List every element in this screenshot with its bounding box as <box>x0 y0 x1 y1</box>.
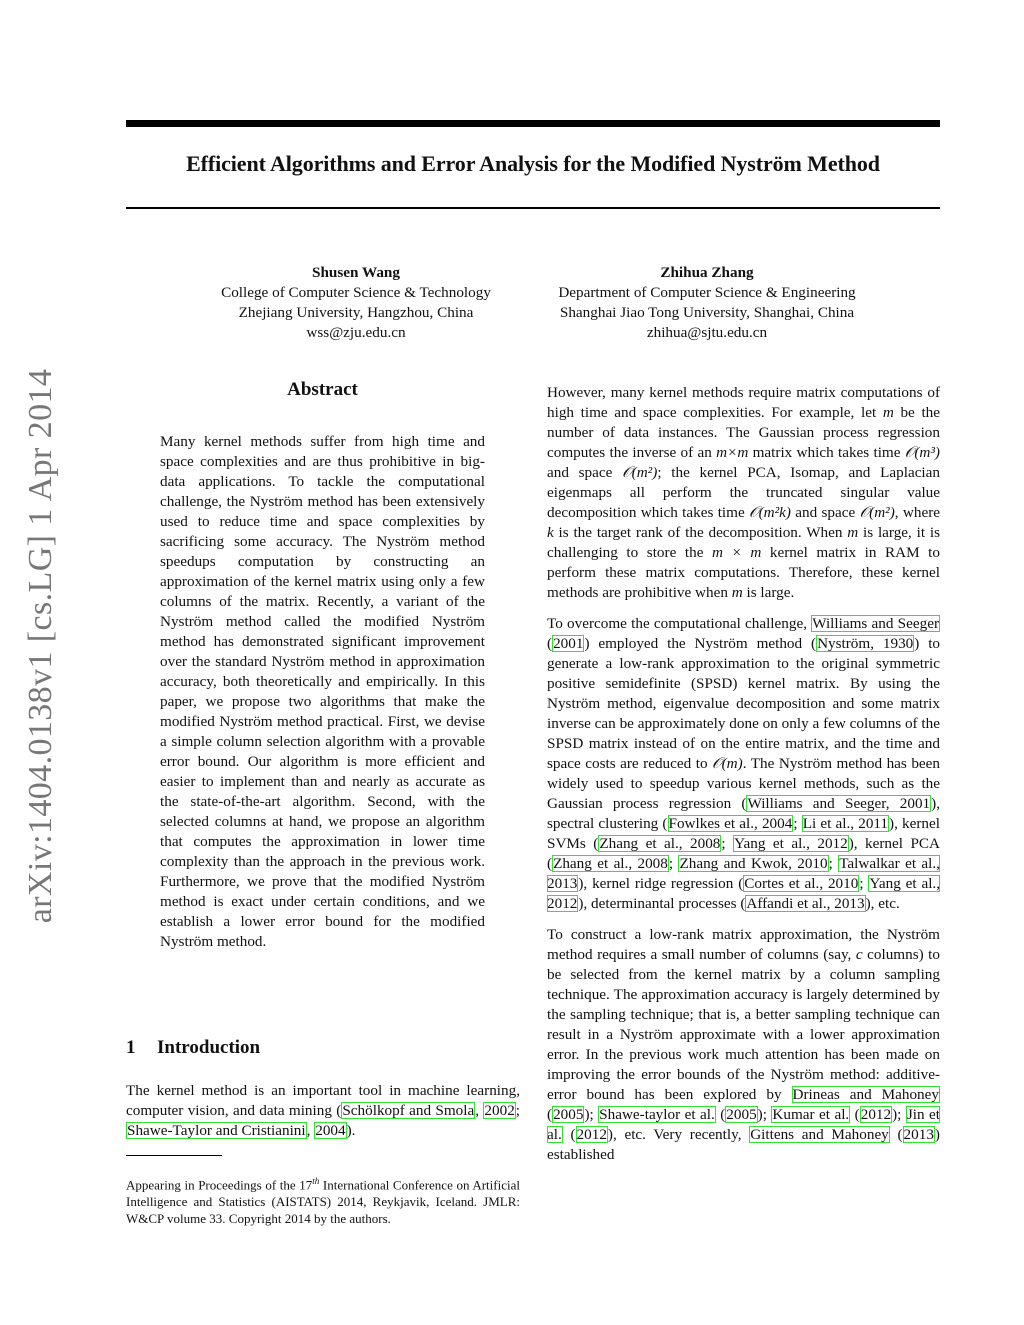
citation-link[interactable]: Gittens and Mahoney <box>750 1126 889 1143</box>
citation-link[interactable]: Schölkopf and Smola <box>342 1102 475 1119</box>
author-email: wss@zju.edu.cn <box>306 324 406 341</box>
author-affiliation: Department of Computer Science & Engineering <box>558 284 856 301</box>
paper-title: Efficient Algorithms and Error Analysis for the Modified Nyström Method <box>186 151 880 176</box>
citation-link[interactable]: 2005 <box>553 1106 584 1123</box>
citation-link[interactable]: Kumar et al. <box>772 1106 850 1123</box>
section-heading <box>126 1037 260 1059</box>
citation-link[interactable]: Yang et al., 2012 <box>734 835 848 852</box>
citation-link[interactable]: Cortes et al., 2010 <box>744 875 859 892</box>
citation-link[interactable]: Nyström, 1930 <box>817 635 914 652</box>
citation-link[interactable]: Jin et al. <box>547 1106 940 1143</box>
citation-link[interactable]: Williams and Seeger, 2001 <box>747 795 931 812</box>
abstract-heading: Abstract <box>287 379 358 400</box>
citation-link[interactable]: Zhang and Kwok, 2010 <box>679 855 828 872</box>
citation-link[interactable]: Drineas and Mahoney <box>792 1086 939 1103</box>
section-title: Introduction <box>157 1037 261 1058</box>
body-paragraph: To overcome the computational challenge, Williams and Seeger (2001) employed the Nyström method (Nyström, 1930) to generate a low-rank approximation to the original symmetric positive semidefinite (SPSD) kernel matrix. By using the Nyström method, eigenvalue decomposition and some matrix inverse can be approximately done on only a few columns of the SPSD matrix instead of on the entire matrix, and the time and space costs are reduced to 𝒪(m). The Nyström method has been widely used to speedup various kernel methods, such as the Gaussian process regression (Williams and Seeger, 2001), spectral clustering (Fowlkes et al., 2004; Li et al., 2011), kernel SVMs (Zhang et al., 2008; Yang et al., 2012), kernel PCA (Zhang et al., 2008; Zhang and Kwok, 2010; Talwalkar et al., 2013), kernel ridge regression (Cortes et al., 2010; Yang et al., 2012), determinantal processes (Affandi et al., 2013), etc. <box>547 615 941 912</box>
citation-link[interactable]: Shawe-Taylor and Cristianini <box>127 1122 306 1139</box>
citation-link[interactable]: 2013 <box>903 1126 934 1143</box>
citation-link[interactable]: 2012 <box>860 1106 892 1123</box>
citation-link[interactable]: Li et al., 2011 <box>802 815 889 832</box>
author-block-2 <box>532 263 882 343</box>
author-affiliation: Zhejiang University, Hangzhou, China <box>238 304 474 321</box>
citation-link[interactable]: Talwalkar et al., 2013 <box>547 855 940 892</box>
citation-link[interactable]: Fowlkes et al., 2004 <box>668 815 793 832</box>
citation-link[interactable]: 2004 <box>315 1122 346 1139</box>
citation-link[interactable]: 2002 <box>484 1102 515 1119</box>
title-top-rule <box>126 120 940 127</box>
section-number: 1 <box>126 1037 136 1058</box>
citation-link[interactable]: Zhang et al., 2008 <box>553 855 668 872</box>
author-email: zhihua@sjtu.edu.cn <box>646 324 768 341</box>
citation-link[interactable]: Affandi et al., 2013 <box>746 895 865 912</box>
author-name: Shusen Wang <box>312 264 400 281</box>
author-affiliation: Shanghai Jiao Tong University, Shanghai, China <box>559 304 855 321</box>
title-bottom-rule <box>126 207 940 209</box>
arxiv-side-stamp <box>6 366 76 926</box>
footnote: Appearing in Proceedings of the 17th International Conference on Artificial Intelligence and Statistics (AISTATS) 2014, Reykjavik, Iceland. JMLR: W&CP volume 33. Copyright 2014 by the authors. <box>126 1176 520 1227</box>
citation-link[interactable]: 2001 <box>553 635 584 652</box>
author-block-1 <box>196 263 516 343</box>
right-column <box>547 383 940 1176</box>
author-affiliation: College of Computer Science & Technology <box>221 284 491 301</box>
body-paragraph: However, many kernel methods require matrix computations of high time and space complexities. For example, let m be the number of data instances. The Gaussian process regression computes the inverse of an m×m matrix which takes time 𝒪(m³) and space 𝒪(m²); the kernel PCA, Isomap, and Laplacian eigenmaps all perform the truncated singular value decomposition which takes time 𝒪(m²k) and space 𝒪(m²), where k is the target rank of the decomposition. When m is large, it is challenging to store the m × m kernel matrix in RAM to perform these matrix computations. Therefore, these kernel methods are prohibitive when m is large. <box>547 384 940 601</box>
intro-paragraph: The kernel method is an important tool in machine learning, computer vision, and data mining (Schölkopf and Smola, 2002; Shawe-Taylor and Cristianini, 2004). <box>126 1082 521 1139</box>
citation-link[interactable]: Yang et al., 2012 <box>547 875 941 912</box>
citation-link[interactable]: Williams and Seeger <box>812 615 939 632</box>
body-paragraph: To construct a low-rank matrix approximation, the Nyström method requires a small number of columns (say, c columns) to be selected from the kernel matrix by a column sampling technique. The approximation accuracy is largely determined by the sampling technique; that is, a better sampling technique can result in a Nyström approximate with a lower approximation error. In the previous work much attention has been made on improving the error bounds of the Nyström method: additive-error bound has been explored by Drineas and Mahoney (2005); Shawe-taylor et al. (2005); Kumar et al. (2012); Jin et al. (2012), etc. Very recently, Gittens and Mahoney (2013) established <box>547 926 940 1163</box>
footnote-rule <box>126 1155 222 1156</box>
citation-link[interactable]: Zhang et al., 2008 <box>599 835 721 852</box>
citation-link[interactable]: Shawe-taylor et al. <box>599 1106 715 1123</box>
author-name: Zhihua Zhang <box>660 264 754 281</box>
abstract-text: Many kernel methods suffer from high time and space complexities and are thus prohibitive in big-data applications. To tackle the computational challenge, the Nyström method has been extensively used to reduce time and space complexities by sacrificing some accuracy. The Nyström method speedups computation by constructing an approximation of the kernel matrix using only a few columns of the matrix. Recently, a variant of the Nyström method called the modified Nyström method has demonstrated significant improvement over the standard Nyström method in approximation accuracy, both theoretically and empirically. In this paper, we propose two algorithms that make the modified Nyström method practical. First, we devise a simple column selection algorithm with a provable error bound. Our algorithm is more efficient and easier to implement than and nearly as accurate as the state-of-the-art algorithm. Second, with the selected columns at hand, we propose an algorithm that computes the approximation in lower time complexity than the approach in the previous work. Furthermore, we prove that the modified Nyström method is exact under certain conditions, and we establish a lower error bound for the modified Nyström method. <box>160 433 485 950</box>
citation-link[interactable]: 2005 <box>726 1106 757 1123</box>
citation-link[interactable]: 2012 <box>576 1126 607 1143</box>
arxiv-stamp-text: arXiv:1404.0138v1 [cs.LG] 1 Apr 2014 <box>22 368 59 924</box>
